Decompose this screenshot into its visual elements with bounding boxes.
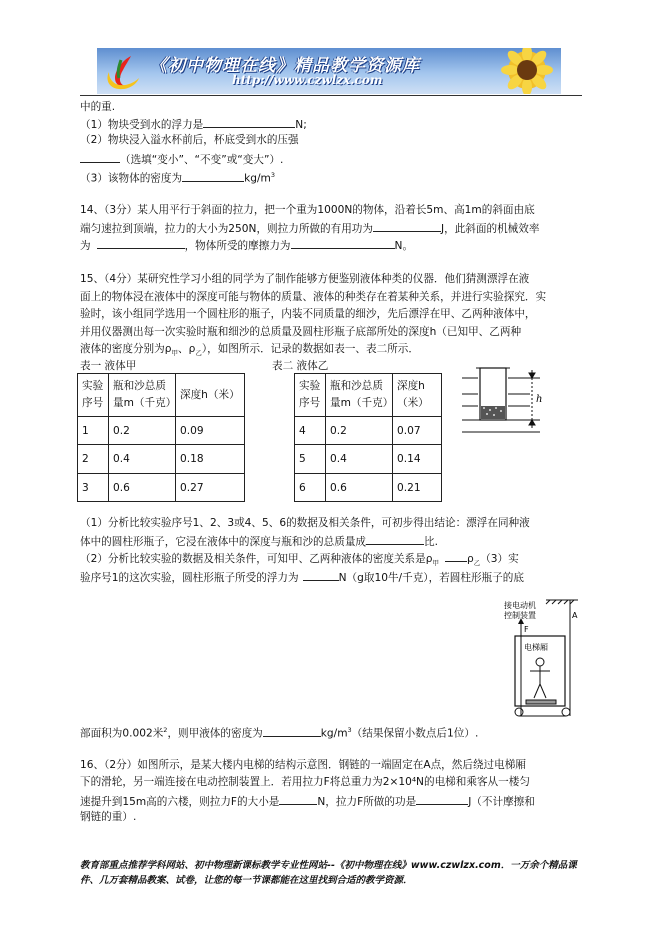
q15-answer-blank-1[interactable] bbox=[366, 533, 424, 545]
table2-caption: 表二 液体乙 bbox=[272, 360, 329, 372]
q15-answer2-tail: （3）实 bbox=[480, 553, 519, 565]
table-header-cell: 实验序号 bbox=[295, 374, 326, 417]
data-table-2 bbox=[294, 373, 442, 502]
banner-url: http://www.czwlzx.com bbox=[232, 73, 383, 87]
q15-answer-blank-4[interactable] bbox=[263, 725, 321, 737]
force-f-label: F bbox=[524, 625, 529, 634]
table-cell: 0.6 bbox=[326, 474, 393, 502]
table-cell: 0.07 bbox=[393, 417, 442, 445]
q16-line3-tail: J（不计摩擦和 bbox=[468, 796, 535, 808]
table-header-row bbox=[78, 374, 245, 417]
q14-answer-blank-1[interactable] bbox=[373, 220, 441, 232]
q15-line5 bbox=[80, 342, 419, 360]
table-cell: 0.14 bbox=[393, 445, 442, 474]
q13-part2-options: （选填“变小”、“不变”或“变大”）. bbox=[120, 154, 284, 166]
data-table-1 bbox=[77, 373, 245, 502]
q15-answer3b-unit: kg/m bbox=[320, 727, 348, 740]
elevator-label-1: 接电动机 bbox=[504, 601, 536, 610]
depth-label: h bbox=[536, 394, 543, 405]
q13-part2: （2）物块浸入溢水杯前后，杯底受到水的压强 bbox=[80, 134, 299, 146]
q15-rho-sub-2: 乙 bbox=[195, 349, 202, 358]
q15-answer3b-tail: （结果保留小数点后1位）. bbox=[351, 727, 479, 740]
table-header-cell: 瓶和沙总质量m（千克） bbox=[109, 374, 176, 417]
table-header-cell: 瓶和沙总质量m（千克） bbox=[326, 374, 393, 417]
q15-answer2-sub2: 乙 bbox=[473, 559, 481, 568]
table-cell: 3 bbox=[78, 474, 109, 502]
q15-line5-tail: ），如图所示．记录的数据如表一、表二所示． bbox=[201, 343, 419, 355]
point-a-label: A bbox=[572, 611, 578, 620]
q15-answer-blank-3[interactable] bbox=[303, 569, 339, 581]
q14-line3-tail: N。 bbox=[394, 240, 414, 252]
table-cell: 0.2 bbox=[109, 417, 176, 445]
table-row bbox=[295, 474, 442, 502]
table-header-row bbox=[295, 374, 442, 417]
table-row bbox=[78, 474, 245, 502]
q15-density-exp: 3 bbox=[347, 726, 352, 734]
table-row bbox=[295, 445, 442, 474]
table-cell: 4 bbox=[295, 417, 326, 445]
footer-line1: 教育部重点推荐学科网站、初中物理新课标教学专业性网站--《初中物理在线》www.czwlzx.com．一万余个精品课 bbox=[80, 860, 577, 871]
q14-answer-blank-2[interactable] bbox=[97, 237, 185, 249]
q15-answer2-line2 bbox=[80, 569, 524, 585]
q13-part3-unit-exp: 3 bbox=[270, 171, 275, 179]
q15-line5-text: 液体的密度分别为ρ bbox=[80, 343, 172, 355]
header-divider bbox=[80, 95, 582, 96]
table-cell: 0.27 bbox=[176, 474, 245, 502]
q16-line3 bbox=[80, 793, 535, 809]
q14-line1: 14、（3分）某人用平行于斜面的拉力，把一个重为1000N的物体，沿着长5m、高1m的斜面由底 bbox=[80, 204, 535, 216]
q16-line3-mid: N，拉力F所做的功是 bbox=[317, 796, 417, 808]
q15-answer1-line2 bbox=[80, 533, 438, 549]
table-cell: 0.4 bbox=[109, 445, 176, 474]
q14-line2 bbox=[80, 220, 539, 236]
table1-caption: 表一 液体甲 bbox=[80, 360, 137, 372]
q13-part1-unit: N; bbox=[295, 119, 307, 131]
q16-answer-blank-1[interactable] bbox=[279, 793, 317, 805]
q15-line5-mid: 、ρ bbox=[177, 343, 196, 355]
banner-title: 《初中物理在线》精品教学资源库 bbox=[150, 56, 420, 76]
q16-line2: 下的滑轮，另一端连接在电动控制装置上．若用拉力F将总重力为2×10⁴N的电梯和乘客从一楼匀 bbox=[80, 776, 530, 788]
table-cell: 0.18 bbox=[176, 445, 245, 474]
q15-answer2-sub1: 甲 bbox=[432, 559, 439, 568]
table-header-cell: 深度h（米） bbox=[176, 374, 245, 417]
table-header-cell: 深度h（米） bbox=[393, 374, 442, 417]
table-row bbox=[78, 445, 245, 474]
q16-answer-blank-2[interactable] bbox=[416, 793, 468, 805]
q15-answer1-line1: （1）分析比较实验序号1、2、3或4、5、6的数据及相关条件，可初步得出结论：漂浮在同种液 bbox=[80, 517, 530, 529]
q15-line1: 15、（4分）某研究性学习小组的同学为了制作能够方便鉴别液体种类的仪器．他们猜测漂浮在液 bbox=[80, 273, 530, 285]
q15-answer3-tail: N（g取10牛/千克），若圆柱形瓶子的底 bbox=[338, 572, 524, 584]
elevator-label-2: 控制装置 bbox=[504, 611, 536, 620]
table-cell: 5 bbox=[295, 445, 326, 474]
q14-answer-blank-3[interactable] bbox=[291, 237, 395, 249]
q14-line3-mid: ，物体所受的摩擦力为 bbox=[184, 240, 291, 252]
table-cell: 0.2 bbox=[326, 417, 393, 445]
footer-line2: 件、几万套精品教案、试卷，让您的每一节课都能在这里找到合适的教学资源． bbox=[80, 875, 413, 886]
table-header-cell: 实验序号 bbox=[78, 374, 109, 417]
q15-answer2-rho: ρ bbox=[466, 553, 474, 565]
q16-line3-text: 速提升到15m高的六楼，则拉力F的大小是 bbox=[80, 796, 280, 808]
bottle-figure bbox=[456, 360, 548, 440]
table-cell: 0.09 bbox=[176, 417, 245, 445]
q16-line1: 16、（2分）如图所示，是某大楼内电梯的结构示意图．钢链的一端固定在A点，然后绕过电梯厢 bbox=[80, 759, 526, 771]
table-row bbox=[295, 417, 442, 445]
q15-answer-blank-2[interactable] bbox=[445, 550, 467, 562]
q15-answer3-line bbox=[80, 723, 478, 741]
q15-line2: 面上的物体浸在液体中的深度可能与物体的质量、液体的种类存在着某种关系，并进行实验探究．实 bbox=[80, 291, 547, 303]
q15-answer1-text: 体中的圆柱形瓶子，它浸在液体中的深度与瓶和沙的总质量成 bbox=[80, 536, 367, 548]
q13-part1 bbox=[80, 116, 307, 132]
q14-line3 bbox=[80, 237, 413, 253]
q15-line4: 并用仪器测出每一次实验时瓶和细沙的总质量及圆柱形瓶子底部所处的深度h（已知甲、乙两种 bbox=[80, 326, 522, 338]
q13-part2-fill bbox=[80, 151, 283, 167]
q15-line3: 验时，该小组同学选用一个圆柱形的瓶子，内装不同质量的细沙，先后漂浮在甲、乙两种液体中， bbox=[80, 308, 536, 320]
elevator-car-label: 电梯厢 bbox=[524, 643, 548, 652]
table-cell: 1 bbox=[78, 417, 109, 445]
table-cell: 6 bbox=[295, 474, 326, 502]
q13-part3 bbox=[80, 168, 275, 186]
q13-continuation: 中的重. bbox=[80, 101, 116, 113]
logo-icon bbox=[101, 52, 145, 92]
q13-part3-text: （3）该物体的密度为 bbox=[80, 172, 183, 185]
q14-line2-tail: J，此斜面的机械效率 bbox=[441, 223, 540, 235]
q15-answer3-text: 验序号1的这次实验，圆柱形瓶子所受的浮力为 bbox=[80, 572, 299, 584]
table-cell: 2 bbox=[78, 445, 109, 474]
table-cell: 0.6 bbox=[109, 474, 176, 502]
q16-line4: 钢链的重）. bbox=[80, 811, 137, 823]
q13-answer-blank-1[interactable] bbox=[203, 116, 295, 128]
q15-rho-sub-1: 甲 bbox=[171, 349, 178, 358]
elevator-figure bbox=[500, 598, 580, 722]
q13-part1-text: （1）物块受到水的浮力是 bbox=[80, 119, 204, 131]
q13-answer-blank-3[interactable] bbox=[182, 170, 244, 182]
q15-answer1-tail: 比. bbox=[424, 536, 438, 548]
table-row bbox=[78, 417, 245, 445]
q13-part3-unit: kg/m bbox=[244, 172, 271, 185]
q14-line2-text: 端匀速拉到顶端，拉力的大小为250N，则拉力所做的有用功为 bbox=[80, 223, 373, 235]
q14-line3-text: 为 bbox=[80, 240, 91, 252]
q15-answer3b-mid: ，则甲液体的密度为 bbox=[167, 727, 263, 740]
q15-area-exp: 2 bbox=[163, 726, 168, 734]
q15-answer2-text: （2）分析比较实验的数据及相关条件，可知甲、乙两种液体的密度关系是ρ bbox=[80, 553, 433, 565]
q15-answer3b-text: 部面积为0.002米 bbox=[80, 727, 164, 740]
sunflower-icon bbox=[489, 48, 559, 94]
q13-answer-blank-2[interactable] bbox=[80, 151, 120, 163]
q15-answer2-line1 bbox=[80, 550, 519, 570]
table-cell: 0.21 bbox=[393, 474, 442, 502]
table-cell: 0.4 bbox=[326, 445, 393, 474]
